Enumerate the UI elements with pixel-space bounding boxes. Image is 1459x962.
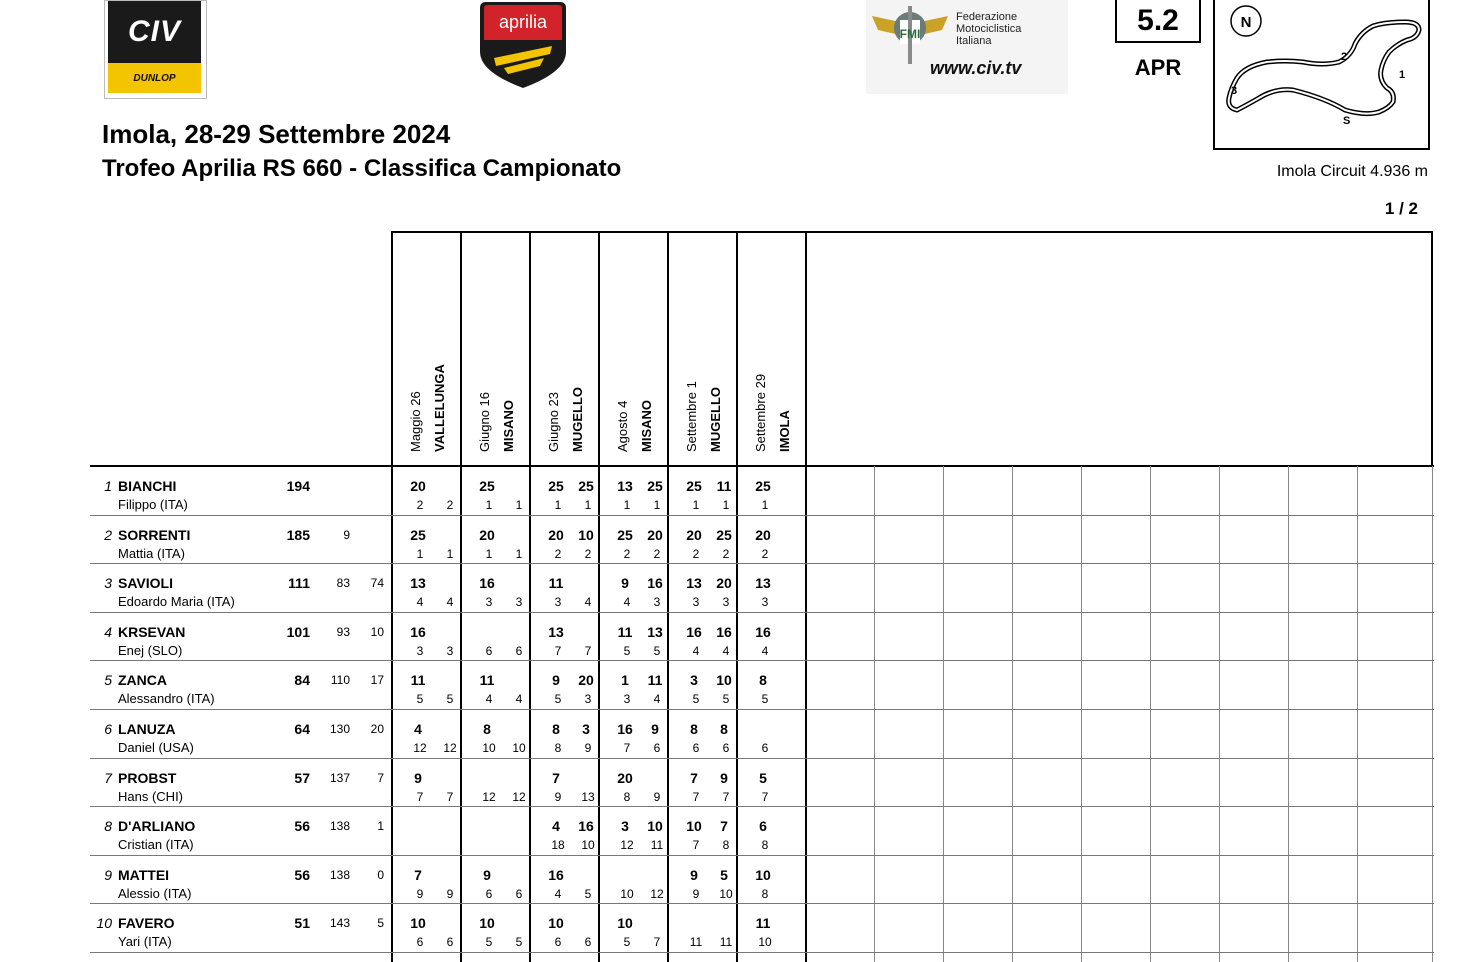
race2-position: 1	[653, 498, 661, 512]
race2-position: 7	[722, 790, 730, 804]
race1-position: 4	[416, 595, 424, 609]
rider-position: 1	[104, 478, 112, 494]
race2-position: 6	[584, 935, 592, 949]
race2-position: 7	[584, 644, 592, 658]
race1-points: 9	[414, 770, 422, 786]
race1-position: 7	[692, 790, 700, 804]
race1-points: 4	[414, 721, 422, 737]
rider-position: 3	[104, 575, 112, 591]
race1-points: 13	[548, 624, 564, 640]
row-divider	[90, 806, 1434, 807]
race1-position: 3	[485, 595, 493, 609]
race1-position: 18	[551, 838, 565, 852]
rider-surname: SORRENTI	[118, 527, 191, 543]
race1-position: 5	[554, 692, 562, 706]
rider-name: Daniel (USA)	[118, 740, 194, 755]
rider-points: 56	[294, 867, 310, 883]
race1-points: 10	[755, 867, 771, 883]
rider-position: 6	[104, 721, 112, 737]
race1-position: 1	[485, 547, 493, 561]
race2-points: 9	[720, 770, 728, 786]
race2-position: 9	[653, 790, 661, 804]
race1-points: 11	[479, 672, 495, 688]
race2-points: 11	[716, 478, 732, 494]
race1-position: 8	[554, 741, 562, 755]
round-6-date: Settembre 29	[753, 373, 768, 452]
race1-position: 10	[758, 935, 772, 949]
gap-to-previous: 7	[377, 771, 384, 785]
row-divider	[90, 758, 1434, 759]
gap-to-leader: 93	[336, 625, 350, 639]
rider-name: Enej (SLO)	[118, 643, 183, 658]
race1-points: 10	[479, 915, 495, 931]
race1-position: 6	[554, 935, 562, 949]
rider-points: 111	[288, 575, 310, 591]
round-6-circuit: IMOLA	[777, 410, 792, 452]
race1-points: 25	[548, 478, 564, 494]
race1-position: 3	[416, 644, 424, 658]
race1-points: 9	[690, 867, 698, 883]
round-2-date: Giugno 16	[477, 392, 492, 452]
race2-position: 9	[446, 887, 454, 901]
rider-position: 10	[96, 915, 112, 931]
rider-points: 84	[294, 672, 310, 688]
rider-surname: PROBST	[118, 770, 177, 786]
column-divider	[943, 466, 944, 962]
gap-to-previous: 5	[377, 916, 384, 930]
race1-position: 5	[623, 644, 631, 658]
race1-position: 12	[620, 838, 634, 852]
race1-points: 11	[617, 624, 633, 640]
rider-position: 2	[104, 527, 112, 543]
rider-name: Filippo (ITA)	[118, 497, 188, 512]
race1-position: 7	[416, 790, 424, 804]
race2-position: 3	[584, 692, 592, 706]
gap-to-leader: 138	[329, 819, 350, 833]
race1-position: 6	[692, 741, 700, 755]
race1-position: 7	[623, 741, 631, 755]
rider-surname: D'ARLIANO	[118, 818, 196, 834]
race1-points: 9	[552, 672, 560, 688]
race2-position: 12	[443, 741, 457, 755]
race2-position: 5	[584, 887, 592, 901]
race1-points: 8	[483, 721, 491, 737]
column-divider	[391, 231, 393, 962]
race1-points: 20	[686, 527, 702, 543]
race2-position: 4	[515, 692, 523, 706]
race2-position: 10	[581, 838, 595, 852]
rider-position: 5	[104, 672, 112, 688]
gap-to-previous: 74	[370, 576, 384, 590]
race1-position: 8	[623, 790, 631, 804]
race2-points: 10	[647, 818, 663, 834]
race2-points: 16	[716, 624, 732, 640]
rider-points: 64	[294, 721, 310, 737]
race1-points: 11	[755, 915, 771, 931]
class-code: APR	[1134, 55, 1182, 80]
race1-position: 1	[416, 547, 424, 561]
race1-points: 10	[410, 915, 426, 931]
race1-points: 25	[755, 478, 771, 494]
column-divider	[1081, 466, 1082, 962]
race1-points: 20	[755, 527, 771, 543]
standings-title: Trofeo Aprilia RS 660 - Classifica Campionato	[102, 155, 622, 182]
round-5-circuit: MUGELLO	[708, 387, 723, 452]
race2-position: 2	[722, 547, 730, 561]
race2-position: 5	[446, 692, 454, 706]
gap-to-previous: 1	[377, 819, 384, 833]
race2-points: 25	[716, 527, 732, 543]
fmi-line-3: Italiana	[956, 35, 992, 47]
document-version: 5.2	[1115, 0, 1201, 43]
rider-name: Mattia (ITA)	[118, 546, 185, 561]
race1-points: 20	[548, 527, 564, 543]
round-1-date: Maggio 26	[408, 391, 423, 452]
race1-points: 16	[548, 867, 564, 883]
gap-to-leader: 9	[343, 528, 350, 542]
row-divider	[90, 563, 1434, 564]
race2-position: 12	[650, 887, 664, 901]
rider-surname: LANUZA	[118, 721, 176, 737]
race1-position: 1	[692, 498, 700, 512]
row-divider	[90, 855, 1434, 856]
column-divider	[1219, 466, 1220, 962]
rider-surname: SAVIOLI	[118, 575, 173, 591]
race1-points: 25	[686, 478, 702, 494]
race2-position: 5	[515, 935, 523, 949]
race1-position: 3	[692, 595, 700, 609]
race2-position: 11	[650, 838, 664, 852]
rider-surname: KRSEVAN	[118, 624, 186, 640]
race1-points: 13	[617, 478, 633, 494]
race1-position: 4	[623, 595, 631, 609]
race1-position: 1	[623, 498, 631, 512]
rider-points: 51	[294, 915, 310, 931]
race2-position: 2	[584, 547, 592, 561]
race1-position: 5	[416, 692, 424, 706]
race1-points: 11	[548, 575, 564, 591]
race1-position: 5	[485, 935, 493, 949]
race1-points: 7	[690, 770, 698, 786]
race1-points: 9	[621, 575, 629, 591]
gap-to-leader: 83	[336, 576, 350, 590]
race2-position: 6	[446, 935, 454, 949]
rider-position: 7	[104, 770, 112, 786]
dunlop-logo-text: DUNLOP	[108, 63, 201, 93]
race2-points: 7	[720, 818, 728, 834]
track-caption: Imola Circuit 4.936 m	[1276, 163, 1428, 180]
race1-position: 7	[761, 790, 769, 804]
rider-position: 4	[104, 624, 112, 640]
race1-position: 4	[554, 887, 562, 901]
track-marker-2: 2	[1341, 51, 1348, 63]
race2-points: 20	[647, 527, 663, 543]
track-marker-3: 3	[1231, 85, 1238, 97]
race1-position: 3	[623, 692, 631, 706]
race2-points: 13	[647, 624, 663, 640]
gap-to-previous: 0	[377, 868, 384, 882]
race2-points: 11	[647, 672, 663, 688]
race2-position: 9	[584, 741, 592, 755]
race1-position: 12	[482, 790, 496, 804]
race1-points: 20	[479, 527, 495, 543]
row-divider	[90, 709, 1434, 710]
race1-position: 12	[413, 741, 427, 755]
race1-position: 6	[416, 935, 424, 949]
race2-position: 6	[515, 644, 523, 658]
race2-points: 10	[716, 672, 732, 688]
race1-points: 16	[755, 624, 771, 640]
race2-position: 4	[584, 595, 592, 609]
race1-position: 4	[761, 644, 769, 658]
race1-position: 2	[554, 547, 562, 561]
civ-website: www.civ.tv	[930, 58, 1022, 78]
race1-points: 25	[617, 527, 633, 543]
race1-position: 3	[761, 595, 769, 609]
race1-position: 10	[482, 741, 496, 755]
race1-points: 25	[479, 478, 495, 494]
race1-position: 9	[554, 790, 562, 804]
race1-points: 4	[552, 818, 560, 834]
race2-position: 6	[722, 741, 730, 755]
rider-points: 194	[286, 478, 310, 494]
row-divider	[90, 612, 1434, 613]
race2-position: 8	[722, 838, 730, 852]
race1-position: 7	[692, 838, 700, 852]
race1-position: 7	[554, 644, 562, 658]
race1-position: 2	[761, 547, 769, 561]
fmi-line-1: Federazione	[956, 11, 1018, 23]
race2-points: 25	[647, 478, 663, 494]
race2-position: 3	[515, 595, 523, 609]
rider-name: Hans (CHI)	[118, 789, 184, 804]
race1-position: 5	[761, 692, 769, 706]
race2-position: 13	[581, 790, 595, 804]
race1-points: 3	[621, 818, 629, 834]
race1-points: 16	[479, 575, 495, 591]
race1-position: 1	[761, 498, 769, 512]
race2-points: 20	[578, 672, 594, 688]
column-divider	[1357, 466, 1358, 962]
race1-position: 5	[623, 935, 631, 949]
race2-position: 5	[653, 644, 661, 658]
rider-points: 101	[286, 624, 310, 640]
row-divider	[90, 515, 1434, 516]
column-divider	[805, 231, 807, 962]
track-marker-1: 1	[1399, 69, 1406, 81]
race1-position: 2	[623, 547, 631, 561]
race2-points: 3	[582, 721, 590, 737]
rider-points: 56	[294, 818, 310, 834]
race2-position: 3	[722, 595, 730, 609]
race1-points: 10	[686, 818, 702, 834]
round-3-date: Giugno 23	[546, 392, 561, 452]
race1-position: 4	[692, 644, 700, 658]
round-5-date: Settembre 1	[684, 381, 699, 452]
event-title: Imola, 28-29 Settembre 2024	[102, 119, 451, 149]
track-marker-s: S	[1343, 115, 1351, 127]
race2-points: 25	[578, 478, 594, 494]
race1-points: 9	[483, 867, 491, 883]
gap-to-previous: 20	[370, 722, 384, 736]
race1-points: 13	[686, 575, 702, 591]
row-divider	[90, 952, 1434, 953]
civ-logo-text: CIV	[108, 1, 201, 63]
race2-position: 10	[719, 887, 733, 901]
rider-surname: ZANCA	[118, 672, 167, 688]
page-number: 1 / 2	[1384, 199, 1418, 218]
race2-position: 1	[446, 547, 454, 561]
race1-position: 5	[692, 692, 700, 706]
race1-points: 25	[410, 527, 426, 543]
rider-points: 185	[286, 527, 310, 543]
rider-name: Alessandro (ITA)	[118, 691, 215, 706]
race1-position: 6	[485, 644, 493, 658]
north-marker: N	[1240, 14, 1252, 31]
race2-points: 8	[720, 721, 728, 737]
rider-name: Alessio (ITA)	[118, 886, 192, 901]
race1-points: 8	[690, 721, 698, 737]
race1-points: 16	[410, 624, 426, 640]
race2-position: 6	[515, 887, 523, 901]
race1-position: 2	[692, 547, 700, 561]
race1-position: 10	[620, 887, 634, 901]
race1-position: 3	[554, 595, 562, 609]
race1-position: 9	[692, 887, 700, 901]
gap-to-leader: 138	[329, 868, 350, 882]
race2-position: 2	[446, 498, 454, 512]
race2-position: 3	[446, 644, 454, 658]
gap-to-leader: 110	[330, 673, 350, 687]
round-2-circuit: MISANO	[501, 400, 516, 452]
race2-position: 1	[584, 498, 592, 512]
race1-points: 10	[617, 915, 633, 931]
rider-position: 8	[104, 818, 112, 834]
rider-name: Edoardo Maria (ITA)	[118, 594, 235, 609]
race1-points: 20	[617, 770, 633, 786]
gap-to-leader: 143	[329, 916, 350, 930]
race2-points: 5	[720, 867, 728, 883]
race2-position: 7	[446, 790, 454, 804]
rider-name: Cristian (ITA)	[118, 837, 194, 852]
race1-position: 1	[485, 498, 493, 512]
column-divider	[874, 466, 875, 962]
race2-position: 12	[512, 790, 526, 804]
gap-to-previous: 17	[370, 673, 384, 687]
race2-position: 6	[653, 741, 661, 755]
race1-position: 8	[761, 887, 769, 901]
round-1-circuit: VALLELUNGA	[432, 364, 447, 452]
race2-position: 2	[653, 547, 661, 561]
race1-position: 6	[761, 741, 769, 755]
aprilia-logo-text: aprilia	[498, 12, 548, 32]
rider-points: 57	[294, 770, 310, 786]
race2-position: 11	[719, 935, 733, 949]
race1-points: 13	[755, 575, 771, 591]
race1-points: 5	[759, 770, 767, 786]
race2-position: 4	[653, 692, 661, 706]
svg-text:FMI: FMI	[899, 27, 921, 41]
race2-position: 3	[653, 595, 661, 609]
gap-to-leader: 130	[329, 722, 350, 736]
race1-position: 1	[554, 498, 562, 512]
rider-surname: MATTEI	[118, 867, 170, 883]
race2-position: 1	[515, 547, 523, 561]
race1-points: 13	[410, 575, 426, 591]
column-divider	[1012, 466, 1013, 962]
row-divider	[90, 660, 1434, 661]
race1-position: 9	[416, 887, 424, 901]
gap-to-leader: 137	[329, 771, 350, 785]
column-divider	[1288, 466, 1289, 962]
race1-points: 11	[410, 672, 426, 688]
race2-position: 1	[515, 498, 523, 512]
rider-name: Yari (ITA)	[118, 934, 172, 949]
race1-position: 8	[761, 838, 769, 852]
rider-surname: FAVERO	[118, 915, 175, 931]
race2-points: 16	[578, 818, 594, 834]
column-divider	[1432, 466, 1433, 962]
race1-points: 7	[552, 770, 560, 786]
gap-to-previous: 10	[370, 625, 384, 639]
race2-position: 1	[722, 498, 730, 512]
race2-position: 7	[653, 935, 661, 949]
row-divider	[90, 903, 1434, 904]
race1-points: 16	[686, 624, 702, 640]
fmi-line-2: Motociclistica	[956, 23, 1022, 35]
race1-points: 8	[552, 721, 560, 737]
race1-points: 1	[621, 672, 629, 688]
rider-surname: BIANCHI	[118, 478, 177, 494]
race2-points: 9	[651, 721, 659, 737]
race1-position: 11	[689, 935, 703, 949]
race1-position: 6	[485, 887, 493, 901]
rider-position: 9	[104, 867, 112, 883]
race1-position: 2	[416, 498, 424, 512]
race1-points: 6	[759, 818, 767, 834]
race1-points: 16	[617, 721, 633, 737]
round-4-circuit: MISANO	[639, 400, 654, 452]
race1-points: 8	[759, 672, 767, 688]
race2-position: 5	[722, 692, 730, 706]
race2-points: 16	[647, 575, 663, 591]
race2-position: 4	[722, 644, 730, 658]
round-3-circuit: MUGELLO	[570, 387, 585, 452]
race2-position: 10	[512, 741, 526, 755]
race1-points: 7	[414, 867, 422, 883]
round-4-date: Agosto 4	[615, 400, 630, 452]
race2-points: 20	[716, 575, 732, 591]
column-divider	[1150, 466, 1151, 962]
race1-points: 3	[690, 672, 698, 688]
race1-position: 4	[485, 692, 493, 706]
race1-points: 20	[410, 478, 426, 494]
race2-points: 10	[578, 527, 594, 543]
race1-points: 10	[548, 915, 564, 931]
race2-position: 4	[446, 595, 454, 609]
